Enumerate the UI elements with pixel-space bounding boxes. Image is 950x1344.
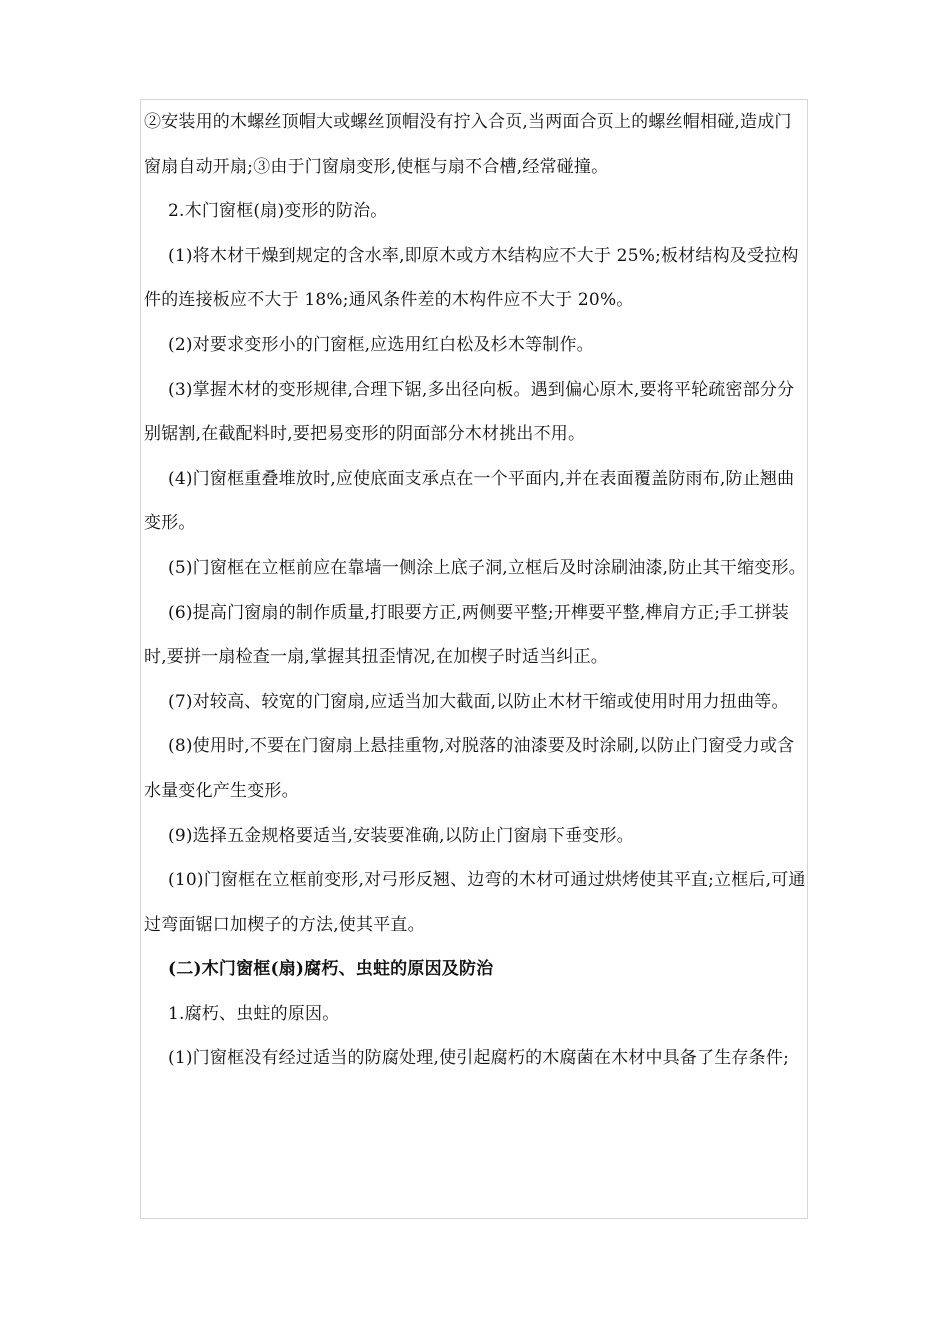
list-item-rot-cause-1: (1)门窗框没有经过适当的防腐处理,使引起腐朽的木腐菌在木材中具备了生存条件; — [168, 1048, 790, 1069]
document-body — [144, 100, 806, 1081]
list-item-5: (5)门窗框在立框前应在靠墙一侧涂上底子洞,立框后及时涂刷油漆,防止其干缩变形。 — [168, 557, 806, 578]
section-heading-deformation-prevention: 2.木门窗框(扇)变形的防治。 — [168, 201, 388, 222]
list-item-2: (2)对要求变形小的门窗框,应选用红白松及杉木等制作。 — [168, 334, 594, 355]
section-heading-rot-insect: (二)木门窗框(扇)腐朽、虫蛀的原因及防治 — [168, 959, 494, 980]
list-item-7: (7)对较高、较宽的门窗扇,应适当加大截面,以防止木材干缩或使用时用力扭曲等。 — [168, 691, 789, 712]
list-item-6: (6)提高门窗扇的制作质量,打眼要方正,两侧要平整;开榫要平整,榫肩方正;手工拼装时,要拼一扇检查一扇,掌握其扭歪情况,在加楔子时适当纠正。 — [144, 602, 789, 668]
list-item-3: (3)掌握木材的变形规律,合理下锯,多出径向板。遇到偏心原木,要将平轮疏密部分分别锯割,在截配料时,要把易变形的阴面部分木材挑出不用。 — [144, 379, 795, 445]
list-item-8: (8)使用时,不要在门窗扇上悬挂重物,对脱落的油漆要及时涂刷,以防止门窗受力或含水量变化产生变形。 — [144, 736, 795, 801]
paragraph-hinge-screw-cause: ②安装用的木螺丝顶帽大或螺丝顶帽没有拧入合页,当两面合页上的螺丝帽相碰,造成门窗扇自动开扇;③由于门窗扇变形,使框与扇不合槽,经常碰撞。 — [144, 112, 792, 177]
list-item-9: (9)选择五金规格要适当,安装要准确,以防止门窗扇下垂变形。 — [168, 825, 634, 846]
list-item-4: (4)门窗框重叠堆放时,应使底面支承点在一个平面内,并在表面覆盖防雨布,防止翘曲变形。 — [144, 468, 795, 534]
list-item-1: (1)将木材干燥到规定的含水率,即原木或方木结构应不大于 25%;板材结构及受拉构件的连接板应不大于 18%;通风条件差的木构件应不大于 20%。 — [144, 245, 799, 311]
list-item-10: (10)门窗框在立框前变形,对弓形反翘、边弯的木材可通过烘烤使其平直;立框后,可通过弯面锯口加楔子的方法,使其平直。 — [144, 870, 806, 935]
subsection-heading-rot-causes: 1.腐朽、虫蛀的原因。 — [168, 1003, 340, 1024]
